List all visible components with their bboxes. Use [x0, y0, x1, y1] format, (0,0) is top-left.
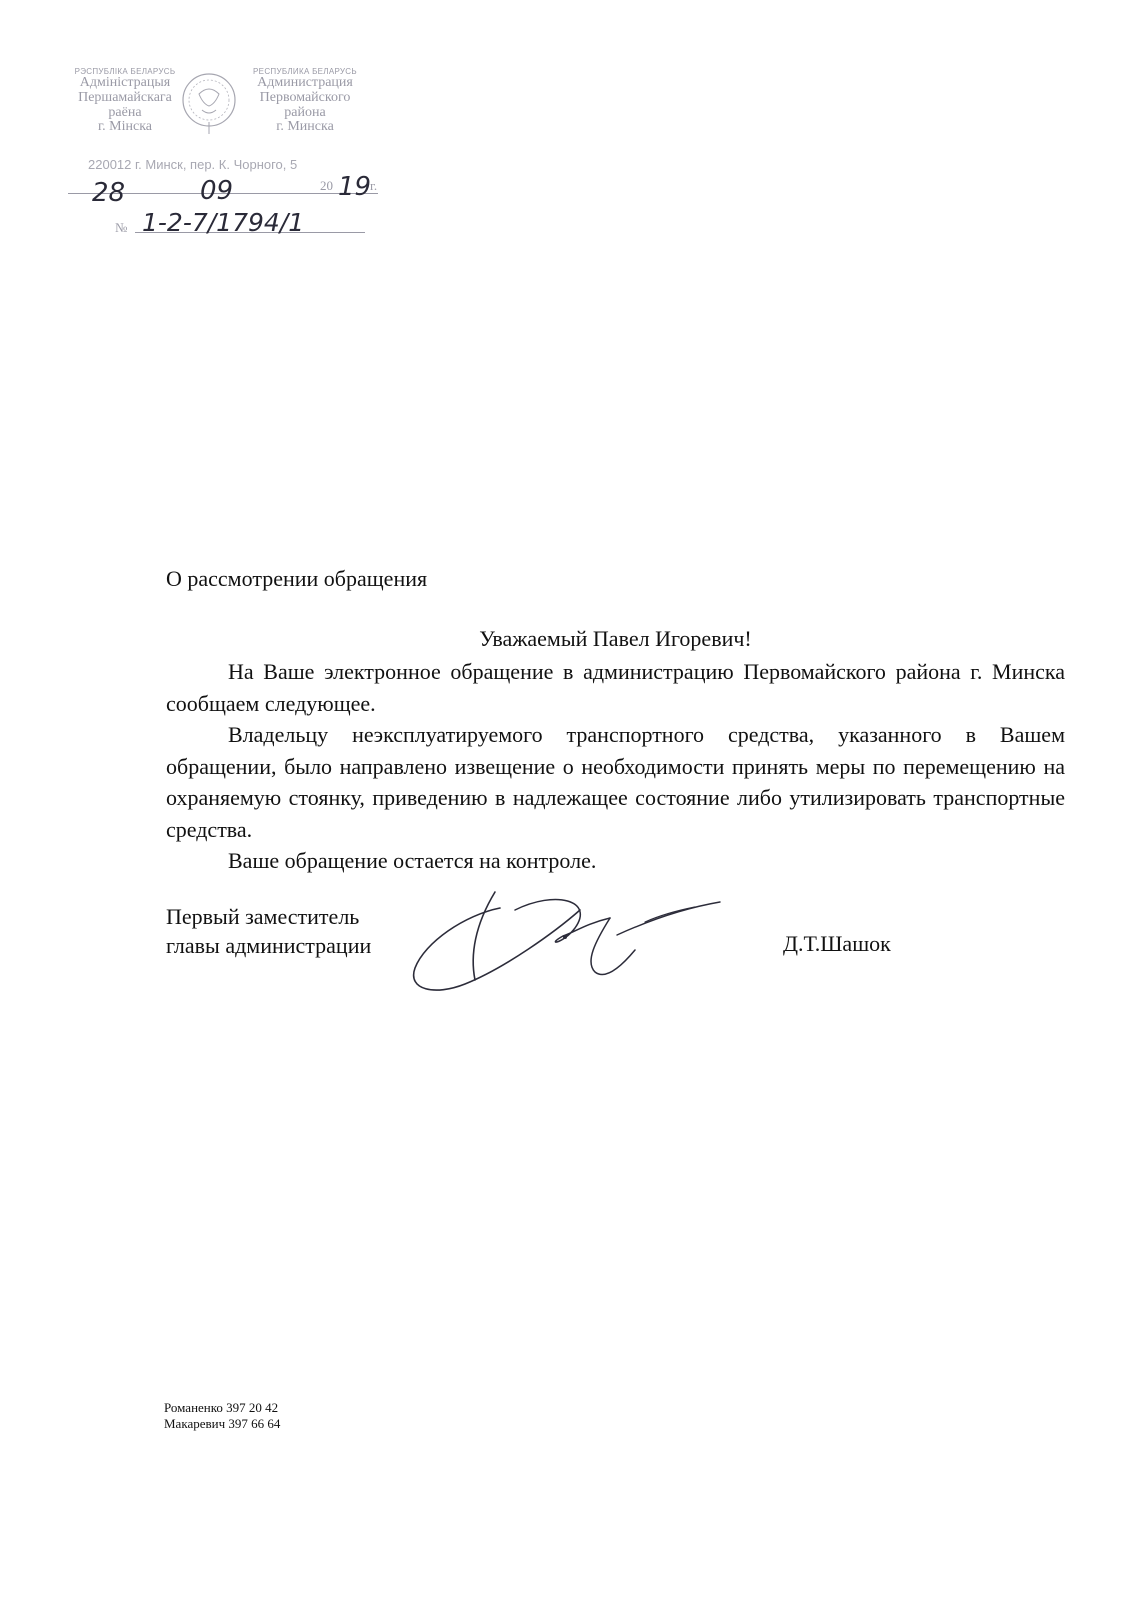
handwritten-year: 19 — [338, 172, 372, 202]
stamp-right-line-1: Администрация — [257, 75, 353, 91]
stamp-left-line-3: раёна — [108, 104, 142, 120]
letter-body — [166, 656, 1065, 877]
signatory-title-line-2: главы администрации — [166, 933, 372, 958]
handwritten-day: 28 — [92, 178, 126, 208]
contacts-footer — [164, 1400, 280, 1432]
letter-subject: О рассмотрении обращения — [166, 566, 428, 591]
stamp-left-header: РЭСПУБЛІКА БЕЛАРУСЬ — [74, 67, 176, 76]
stamp-belarusian-block — [50, 68, 200, 135]
stamp-year-prefix: 20 — [320, 178, 333, 193]
signatory-title-line-1: Первый заместитель — [166, 904, 360, 929]
stamp-right-line-3: района — [284, 104, 326, 120]
paragraph-3: Ваше обращение остается на контроле. — [228, 848, 597, 873]
stamp-year-suffix: г. — [370, 178, 378, 193]
stamp-address: 220012 г. Минск, пер. К. Чорного, 5 — [88, 157, 298, 172]
stamp-left-line-1: Адміністрацыя — [79, 75, 171, 91]
contact-line-1: Романенко 397 20 42 — [164, 1400, 279, 1415]
stamp-left-line-4: г. Мінска — [97, 119, 152, 135]
stamp-number-label: № — [115, 220, 128, 235]
stamp-right-line-4: г. Минска — [276, 119, 334, 135]
contact-line-2: Макаревич 397 66 64 — [164, 1416, 281, 1431]
paragraph-1: На Ваше электронное обращение в администрацию Первомайского района г. Минска сообщаем следующее. — [166, 659, 1065, 716]
signatory-title — [166, 902, 371, 960]
paragraph-2: Владельцу неэксплуатируемого транспортного средства, указанного в Вашем обращении, было направлено извещение о необходимости принять меры по перемещению на охраняемую стоянку, приведению в надлежащее состояние либо утилизировать транспортные средства. — [166, 722, 1065, 842]
stamp-left-line-2: Першамайскага — [78, 90, 172, 106]
registration-stamp — [40, 60, 390, 250]
handwritten-signature — [395, 880, 755, 1010]
stamp-right-line-2: Первомайского — [259, 90, 351, 106]
signatory-name: Д.Т.Шашок — [783, 931, 891, 956]
handwritten-number: 1-2-7/1794/1 — [142, 208, 305, 237]
handwritten-month: 09 — [200, 176, 234, 206]
stamp-right-header: РЕСПУБЛИКА БЕЛАРУСЬ — [253, 67, 357, 76]
stamp-russian-block — [230, 68, 380, 135]
letter-greeting: Уважаемый Павел Игоревич! — [479, 626, 752, 651]
